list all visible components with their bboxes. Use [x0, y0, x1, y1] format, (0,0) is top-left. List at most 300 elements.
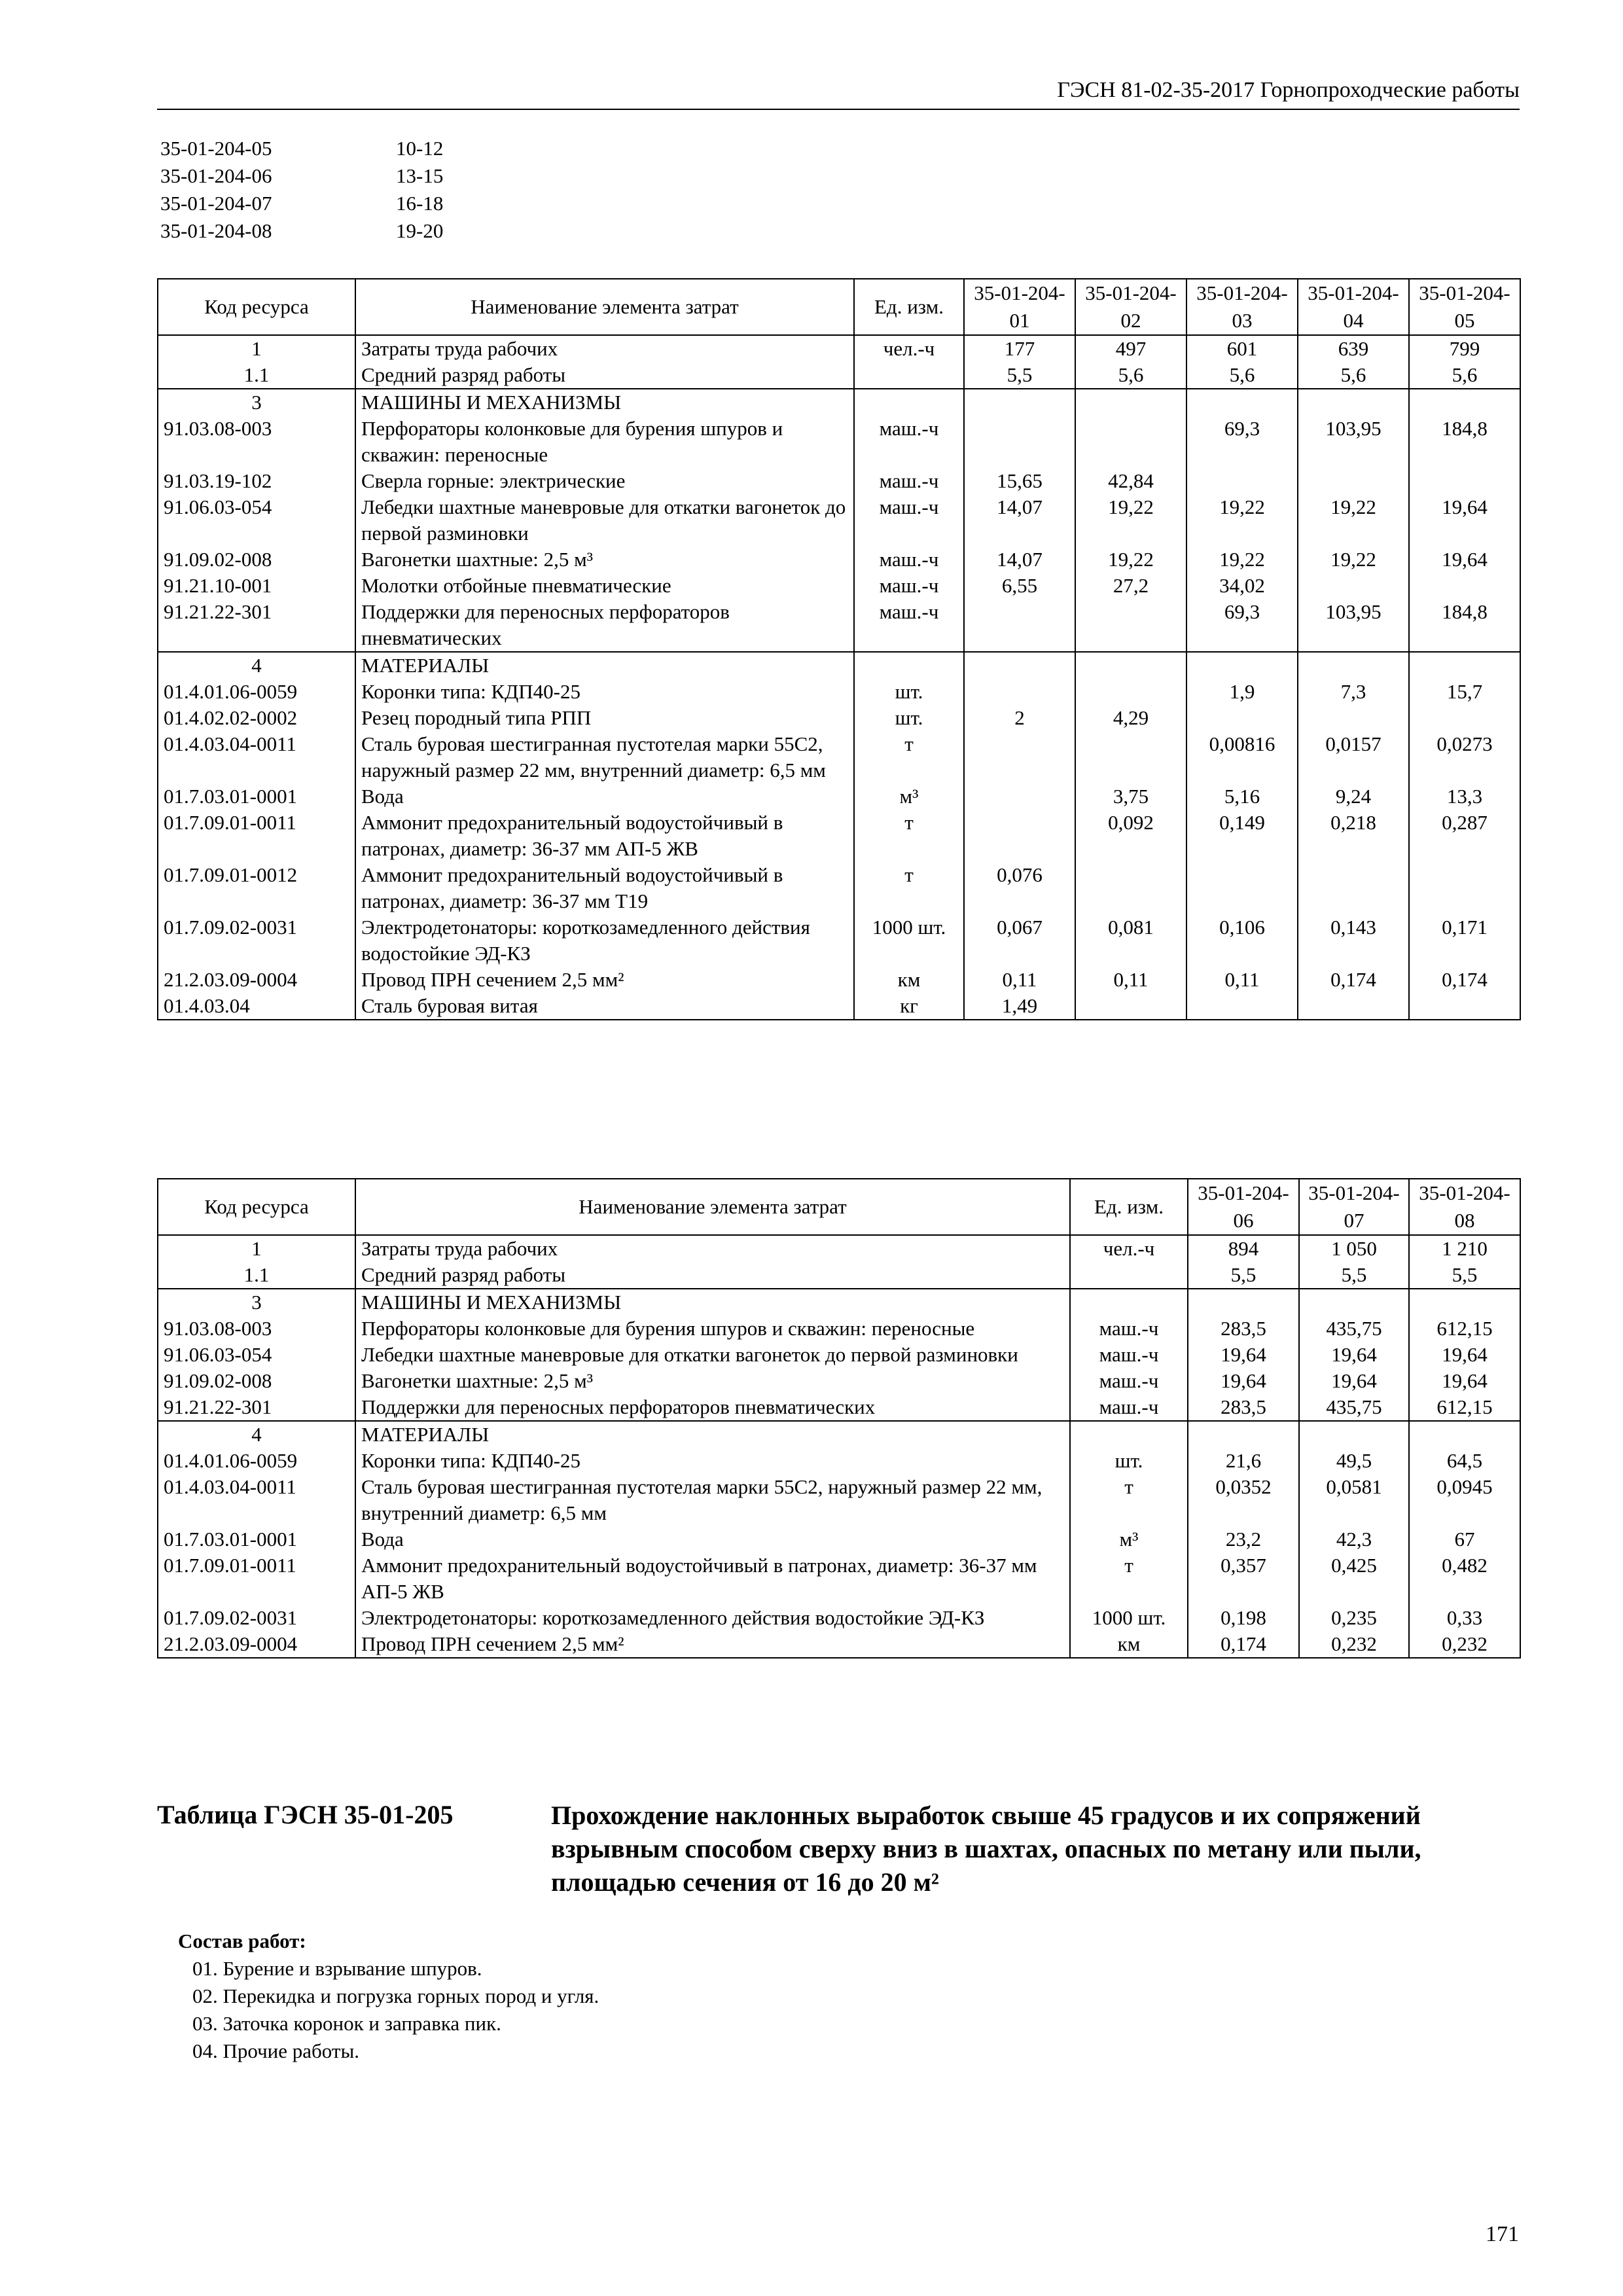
resource-name-cell: Сталь буровая шестигранная пустотелая марки 55С2, наружный размер 22 мм, внутренний диаметр: 6,5 мм: [355, 1474, 1070, 1526]
resource-name-cell: Затраты труда рабочих: [355, 1235, 1070, 1262]
value-cell: [1298, 652, 1409, 679]
resource-name-cell: Затраты труда рабочих: [355, 335, 854, 362]
value-cell: 19,64: [1299, 1368, 1409, 1394]
value-cell: 0,081: [1075, 914, 1186, 967]
value-cell: [1409, 705, 1520, 731]
resource-name-cell: Коронки типа: КДП40-25: [355, 1448, 1070, 1474]
resource-name-cell: Лебедки шахтные маневровые для откатки вагонеток до первой разминовки: [355, 494, 854, 547]
code-range-row: 35-01-204-07 16-18: [160, 192, 444, 215]
value-cell: 19,64: [1409, 1342, 1520, 1368]
value-cell: [1188, 1289, 1299, 1316]
value-cell: 19,22: [1075, 494, 1186, 547]
resource-code-cell: 91.21.10-001: [158, 573, 355, 599]
value-cell: [1409, 1289, 1520, 1316]
value-cell: 69,3: [1186, 416, 1298, 468]
resource-name-cell: Сталь буровая витая: [355, 993, 854, 1020]
value-cell: 13,3: [1409, 783, 1520, 810]
value-cell: 19,64: [1409, 1368, 1520, 1394]
table-row: [158, 1552, 1520, 1605]
resource-name-cell: Средний разряд работы: [355, 362, 854, 389]
value-cell: 15,7: [1409, 679, 1520, 705]
table-row: [158, 862, 1520, 914]
table-row: [158, 362, 1520, 389]
value-cell: 0,149: [1186, 810, 1298, 862]
unit-cell: [1070, 1421, 1188, 1448]
value-cell: 0,174: [1188, 1631, 1299, 1658]
header-col: 35-01-204-04: [1298, 279, 1409, 335]
unit-cell: шт.: [1070, 1448, 1188, 1474]
table-header-row: [158, 1179, 1520, 1235]
value-cell: 894: [1188, 1235, 1299, 1262]
table-row: [158, 1289, 1520, 1316]
value-cell: [1409, 993, 1520, 1020]
value-cell: 5,6: [1186, 362, 1298, 389]
table-row: [158, 494, 1520, 547]
table-row: [158, 810, 1520, 862]
value-cell: 1 050: [1299, 1235, 1409, 1262]
table-row: [158, 1316, 1520, 1342]
value-cell: 14,07: [964, 547, 1075, 573]
value-cell: 1,9: [1186, 679, 1298, 705]
value-cell: [1075, 731, 1186, 783]
value-cell: 497: [1075, 335, 1186, 362]
header-col: 35-01-204-03: [1186, 279, 1298, 335]
value-cell: 639: [1298, 335, 1409, 362]
value-cell: 5,6: [1409, 362, 1520, 389]
unit-cell: т: [854, 862, 964, 914]
value-cell: 69,3: [1186, 599, 1298, 652]
value-cell: 34,02: [1186, 573, 1298, 599]
resource-code-cell: 21.2.03.09-0004: [158, 967, 355, 993]
value-cell: 0,174: [1298, 967, 1409, 993]
value-cell: 184,8: [1409, 599, 1520, 652]
unit-cell: т: [854, 731, 964, 783]
resource-name-cell: Электродетонаторы: короткозамедленного действия водостойкие ЭД-КЗ: [355, 1605, 1070, 1631]
table-row: [158, 1474, 1520, 1526]
value-cell: [1186, 862, 1298, 914]
header-name: Наименование элемента затрат: [355, 1179, 1070, 1235]
resource-code-cell: 01.4.03.04: [158, 993, 355, 1020]
resource-code-cell: 21.2.03.09-0004: [158, 1631, 355, 1658]
resource-name-cell: Провод ПРН сечением 2,5 мм²: [355, 1631, 1070, 1658]
resource-code-cell: 01.4.01.06-0059: [158, 1448, 355, 1474]
header-code: Код ресурса: [158, 1179, 355, 1235]
resource-name-cell: Аммонит предохранительный водоустойчивый в патронах, диаметр: 36-37 мм Т19: [355, 862, 854, 914]
resource-code-cell: 01.7.09.01-0011: [158, 810, 355, 862]
value-cell: 0,33: [1409, 1605, 1520, 1631]
resource-code-cell: 3: [158, 1289, 355, 1316]
table-row: [158, 335, 1520, 362]
value-cell: 21,6: [1188, 1448, 1299, 1474]
value-cell: 19,22: [1186, 494, 1298, 547]
table-row: [158, 599, 1520, 652]
unit-cell: маш.-ч: [854, 494, 964, 547]
code-range-row: 35-01-204-05 10-12: [160, 137, 444, 160]
section-heading-cell: МАШИНЫ И МЕХАНИЗМЫ: [355, 1289, 1070, 1316]
value-cell: [1075, 993, 1186, 1020]
value-cell: 0,0352: [1188, 1474, 1299, 1526]
resource-code-cell: 4: [158, 1421, 355, 1448]
value-cell: 42,84: [1075, 468, 1186, 494]
value-cell: 0,0581: [1299, 1474, 1409, 1526]
unit-cell: маш.-ч: [854, 547, 964, 573]
table-row: [158, 1605, 1520, 1631]
value-cell: 4,29: [1075, 705, 1186, 731]
resource-name-cell: Вагонетки шахтные: 2,5 м³: [355, 1368, 1070, 1394]
value-cell: 612,15: [1409, 1394, 1520, 1421]
resource-name-cell: Поддержки для переносных перфораторов пневматических: [355, 1394, 1070, 1421]
unit-cell: м³: [1070, 1526, 1188, 1552]
section-heading-cell: МАТЕРИАЛЫ: [355, 1421, 1070, 1448]
resource-name-cell: Вагонетки шахтные: 2,5 м³: [355, 547, 854, 573]
value-cell: 5,5: [964, 362, 1075, 389]
resource-name-cell: Сталь буровая шестигранная пустотелая марки 55С2, наружный размер 22 мм, внутренний диаметр: 6,5 мм: [355, 731, 854, 783]
value-cell: 0,092: [1075, 810, 1186, 862]
value-cell: 9,24: [1298, 783, 1409, 810]
value-cell: 19,64: [1409, 547, 1520, 573]
resource-code-cell: 01.7.03.01-0001: [158, 783, 355, 810]
table-row: [158, 1421, 1520, 1448]
resource-code-cell: 1: [158, 1235, 355, 1262]
value-cell: 5,5: [1299, 1262, 1409, 1289]
resource-name-cell: Перфораторы колонковые для бурения шпуров и скважин: переносные: [355, 416, 854, 468]
resource-name-cell: Коронки типа: КДП40-25: [355, 679, 854, 705]
value-cell: 0,357: [1188, 1552, 1299, 1605]
value-cell: 19,22: [1298, 547, 1409, 573]
header-col: 35-01-204-05: [1409, 279, 1520, 335]
value-cell: [964, 731, 1075, 783]
code-range-row: 35-01-204-06 13-15: [160, 164, 444, 187]
resource-code-cell: 01.7.09.02-0031: [158, 914, 355, 967]
value-cell: [1186, 705, 1298, 731]
value-cell: [1409, 862, 1520, 914]
header-unit: Ед. изм.: [1070, 1179, 1188, 1235]
resource-code-cell: 01.4.03.04-0011: [158, 731, 355, 783]
header-col: 35-01-204-02: [1075, 279, 1186, 335]
unit-cell: маш.-ч: [1070, 1394, 1188, 1421]
resource-code-cell: 01.4.03.04-0011: [158, 1474, 355, 1526]
value-cell: [1298, 573, 1409, 599]
value-cell: [1188, 1421, 1299, 1448]
value-cell: 0,00816: [1186, 731, 1298, 783]
value-cell: 1,49: [964, 993, 1075, 1020]
value-cell: [964, 389, 1075, 416]
header-col: 35-01-204-01: [964, 279, 1075, 335]
resource-name-cell: Поддержки для переносных перфораторов пневматических: [355, 599, 854, 652]
resource-code-cell: 91.09.02-008: [158, 1368, 355, 1394]
value-cell: 6,55: [964, 573, 1075, 599]
section-table-title: Прохождение наклонных выработок свыше 45 градусов и их сопряжений взрывным способом сверху вниз в шахтах, опасных по метану или пыли, площадью сечения от 16 до 20 м²: [551, 1801, 1421, 1897]
value-cell: [1186, 389, 1298, 416]
resource-name-cell: Аммонит предохранительный водоустойчивый в патронах, диаметр: 36-37 мм АП-5 ЖВ: [355, 810, 854, 862]
table-row: [158, 967, 1520, 993]
value-cell: 283,5: [1188, 1394, 1299, 1421]
resource-name-cell: Вода: [355, 1526, 1070, 1552]
value-cell: 0,106: [1186, 914, 1298, 967]
table-row: [158, 468, 1520, 494]
value-cell: 0,067: [964, 914, 1075, 967]
value-cell: 184,8: [1409, 416, 1520, 468]
table-row: [158, 1342, 1520, 1368]
resource-code-cell: 1.1: [158, 362, 355, 389]
value-cell: [1075, 389, 1186, 416]
value-cell: 0,11: [1075, 967, 1186, 993]
resource-code-cell: 91.21.22-301: [158, 599, 355, 652]
value-cell: [1409, 652, 1520, 679]
unit-cell: м³: [854, 783, 964, 810]
value-cell: 103,95: [1298, 416, 1409, 468]
value-cell: 0,198: [1188, 1605, 1299, 1631]
resource-code-cell: 01.4.02.02-0002: [158, 705, 355, 731]
resource-table-2: [157, 1178, 1521, 1659]
unit-cell: [1070, 1262, 1188, 1289]
unit-cell: маш.-ч: [1070, 1368, 1188, 1394]
value-cell: 0,174: [1409, 967, 1520, 993]
value-cell: [1409, 573, 1520, 599]
value-cell: 3,75: [1075, 783, 1186, 810]
value-cell: 5,5: [1188, 1262, 1299, 1289]
code-range-list: [160, 135, 443, 245]
value-cell: 42,3: [1299, 1526, 1409, 1552]
resource-name-cell: Вода: [355, 783, 854, 810]
value-cell: 0,425: [1299, 1552, 1409, 1605]
value-cell: [1075, 679, 1186, 705]
value-cell: 0,232: [1299, 1631, 1409, 1658]
value-cell: [1186, 652, 1298, 679]
resource-code-cell: 91.21.22-301: [158, 1394, 355, 1421]
value-cell: 177: [964, 335, 1075, 362]
table-row: [158, 1631, 1520, 1658]
section-heading-cell: МАШИНЫ И МЕХАНИЗМЫ: [355, 389, 854, 416]
table-row: [158, 1235, 1520, 1262]
value-cell: 435,75: [1299, 1316, 1409, 1342]
page-number: 171: [1486, 2222, 1519, 2246]
unit-cell: маш.-ч: [854, 416, 964, 468]
value-cell: 0,482: [1409, 1552, 1520, 1605]
unit-cell: км: [854, 967, 964, 993]
value-cell: 7,3: [1298, 679, 1409, 705]
value-cell: [964, 416, 1075, 468]
value-cell: [964, 599, 1075, 652]
value-cell: [964, 810, 1075, 862]
table-row: [158, 679, 1520, 705]
resource-name-cell: Лебедки шахтные маневровые для откатки вагонеток до первой разминовки: [355, 1342, 1070, 1368]
resource-name-cell: Электродетонаторы: короткозамедленного действия водостойкие ЭД-КЗ: [355, 914, 854, 967]
value-cell: 0,218: [1298, 810, 1409, 862]
value-cell: [1298, 993, 1409, 1020]
resource-name-cell: Резец породный типа РПП: [355, 705, 854, 731]
work-composition-heading: Состав работ:: [178, 1929, 306, 1952]
resource-name-cell: Молотки отбойные пневматические: [355, 573, 854, 599]
value-cell: [1298, 705, 1409, 731]
resource-table-1: [157, 278, 1521, 1020]
unit-cell: т: [1070, 1552, 1188, 1605]
value-cell: 5,6: [1075, 362, 1186, 389]
resource-name-cell: Провод ПРН сечением 2,5 мм²: [355, 967, 854, 993]
unit-cell: [854, 652, 964, 679]
resource-name-cell: Средний разряд работы: [355, 1262, 1070, 1289]
table-row: [158, 1526, 1520, 1552]
value-cell: 19,64: [1188, 1342, 1299, 1368]
resource-code-cell: 01.7.09.02-0031: [158, 1605, 355, 1631]
value-cell: [1299, 1421, 1409, 1448]
table-row: [158, 731, 1520, 783]
unit-cell: 1000 шт.: [1070, 1605, 1188, 1631]
value-cell: 49,5: [1299, 1448, 1409, 1474]
header-col: 35-01-204-08: [1409, 1179, 1520, 1235]
table-row: [158, 573, 1520, 599]
code-range-row: 35-01-204-08 19-20: [160, 219, 444, 242]
header-unit: Ед. изм.: [854, 279, 964, 335]
unit-cell: [1070, 1289, 1188, 1316]
value-cell: 0,232: [1409, 1631, 1520, 1658]
value-cell: 0,11: [1186, 967, 1298, 993]
value-cell: 0,0273: [1409, 731, 1520, 783]
work-item: 01. Бурение и взрывание шпуров.: [192, 1957, 482, 1980]
value-cell: 0,143: [1298, 914, 1409, 967]
table-row: [158, 914, 1520, 967]
work-item: 02. Перекидка и погрузка горных пород и угля.: [192, 1984, 599, 2007]
unit-cell: маш.-ч: [1070, 1316, 1188, 1342]
value-cell: 27,2: [1075, 573, 1186, 599]
table-row: [158, 783, 1520, 810]
resource-code-cell: 91.06.03-054: [158, 1342, 355, 1368]
table-row: [158, 1394, 1520, 1421]
unit-cell: кг: [854, 993, 964, 1020]
resource-code-cell: 4: [158, 652, 355, 679]
value-cell: 0,171: [1409, 914, 1520, 967]
resource-code-cell: 01.7.03.01-0001: [158, 1526, 355, 1552]
value-cell: [1299, 1289, 1409, 1316]
value-cell: 2: [964, 705, 1075, 731]
value-cell: 19,22: [1298, 494, 1409, 547]
resource-code-cell: 1: [158, 335, 355, 362]
resource-code-cell: 1.1: [158, 1262, 355, 1289]
unit-cell: т: [854, 810, 964, 862]
work-composition: [178, 1928, 599, 2065]
value-cell: 0,076: [964, 862, 1075, 914]
value-cell: 67: [1409, 1526, 1520, 1552]
unit-cell: [854, 389, 964, 416]
value-cell: [1075, 652, 1186, 679]
value-cell: 19,64: [1299, 1342, 1409, 1368]
table-row: [158, 547, 1520, 573]
section-heading-cell: МАТЕРИАЛЫ: [355, 652, 854, 679]
work-item: 03. Заточка коронок и заправка пик.: [192, 2012, 501, 2035]
value-cell: [1409, 468, 1520, 494]
value-cell: 283,5: [1188, 1316, 1299, 1342]
value-cell: 601: [1186, 335, 1298, 362]
value-cell: [1075, 416, 1186, 468]
resource-name-cell: Перфораторы колонковые для бурения шпуров и скважин: переносные: [355, 1316, 1070, 1342]
value-cell: 0,11: [964, 967, 1075, 993]
value-cell: 64,5: [1409, 1448, 1520, 1474]
header-code: Код ресурса: [158, 279, 355, 335]
resource-code-cell: 3: [158, 389, 355, 416]
value-cell: 1 210: [1409, 1235, 1520, 1262]
header-col: 35-01-204-07: [1299, 1179, 1409, 1235]
value-cell: [1075, 599, 1186, 652]
table-row: [158, 1368, 1520, 1394]
resource-code-cell: 91.03.08-003: [158, 1316, 355, 1342]
value-cell: 19,64: [1409, 494, 1520, 547]
running-header: ГЭСН 81-02-35-2017 Горнопроходческие работы: [157, 77, 1520, 110]
value-cell: 15,65: [964, 468, 1075, 494]
work-item: 04. Прочие работы.: [192, 2039, 360, 2062]
unit-cell: маш.-ч: [1070, 1342, 1188, 1368]
resource-code-cell: 91.06.03-054: [158, 494, 355, 547]
resource-name-cell: Сверла горные: электрические: [355, 468, 854, 494]
resource-code-cell: 01.4.01.06-0059: [158, 679, 355, 705]
unit-cell: [854, 362, 964, 389]
value-cell: 435,75: [1299, 1394, 1409, 1421]
section-table-label: Таблица ГЭСН 35-01-205: [157, 1800, 454, 1829]
table-row: [158, 705, 1520, 731]
value-cell: 5,6: [1298, 362, 1409, 389]
value-cell: [964, 679, 1075, 705]
value-cell: 14,07: [964, 494, 1075, 547]
unit-cell: км: [1070, 1631, 1188, 1658]
value-cell: 0,0157: [1298, 731, 1409, 783]
unit-cell: маш.-ч: [854, 468, 964, 494]
value-cell: 612,15: [1409, 1316, 1520, 1342]
value-cell: [1298, 468, 1409, 494]
value-cell: 0,235: [1299, 1605, 1409, 1631]
value-cell: [1186, 993, 1298, 1020]
value-cell: [1186, 468, 1298, 494]
unit-cell: маш.-ч: [854, 573, 964, 599]
resource-code-cell: 01.7.09.01-0011: [158, 1552, 355, 1605]
unit-cell: шт.: [854, 705, 964, 731]
resource-code-cell: 91.03.19-102: [158, 468, 355, 494]
value-cell: [964, 652, 1075, 679]
value-cell: 23,2: [1188, 1526, 1299, 1552]
table-row: [158, 993, 1520, 1020]
value-cell: [964, 783, 1075, 810]
table-row: [158, 652, 1520, 679]
value-cell: [1298, 862, 1409, 914]
value-cell: 799: [1409, 335, 1520, 362]
header-name: Наименование элемента затрат: [355, 279, 854, 335]
value-cell: 5,16: [1186, 783, 1298, 810]
resource-code-cell: 91.03.08-003: [158, 416, 355, 468]
value-cell: 5,5: [1409, 1262, 1520, 1289]
unit-cell: маш.-ч: [854, 599, 964, 652]
value-cell: [1075, 862, 1186, 914]
unit-cell: чел.-ч: [1070, 1235, 1188, 1262]
table-row: [158, 389, 1520, 416]
resource-code-cell: 01.7.09.01-0012: [158, 862, 355, 914]
header-col: 35-01-204-06: [1188, 1179, 1299, 1235]
value-cell: 0,0945: [1409, 1474, 1520, 1526]
value-cell: [1409, 389, 1520, 416]
table-row: [158, 1448, 1520, 1474]
value-cell: [1409, 1421, 1520, 1448]
table-row: [158, 416, 1520, 468]
unit-cell: шт.: [854, 679, 964, 705]
resource-code-cell: 91.09.02-008: [158, 547, 355, 573]
table-row: [158, 1262, 1520, 1289]
resource-name-cell: Аммонит предохранительный водоустойчивый в патронах, диаметр: 36-37 мм АП-5 ЖВ: [355, 1552, 1070, 1605]
unit-cell: т: [1070, 1474, 1188, 1526]
unit-cell: чел.-ч: [854, 335, 964, 362]
table-header-row: [158, 279, 1520, 335]
value-cell: 103,95: [1298, 599, 1409, 652]
value-cell: 19,64: [1188, 1368, 1299, 1394]
value-cell: 19,22: [1186, 547, 1298, 573]
value-cell: 0,287: [1409, 810, 1520, 862]
value-cell: [1298, 389, 1409, 416]
